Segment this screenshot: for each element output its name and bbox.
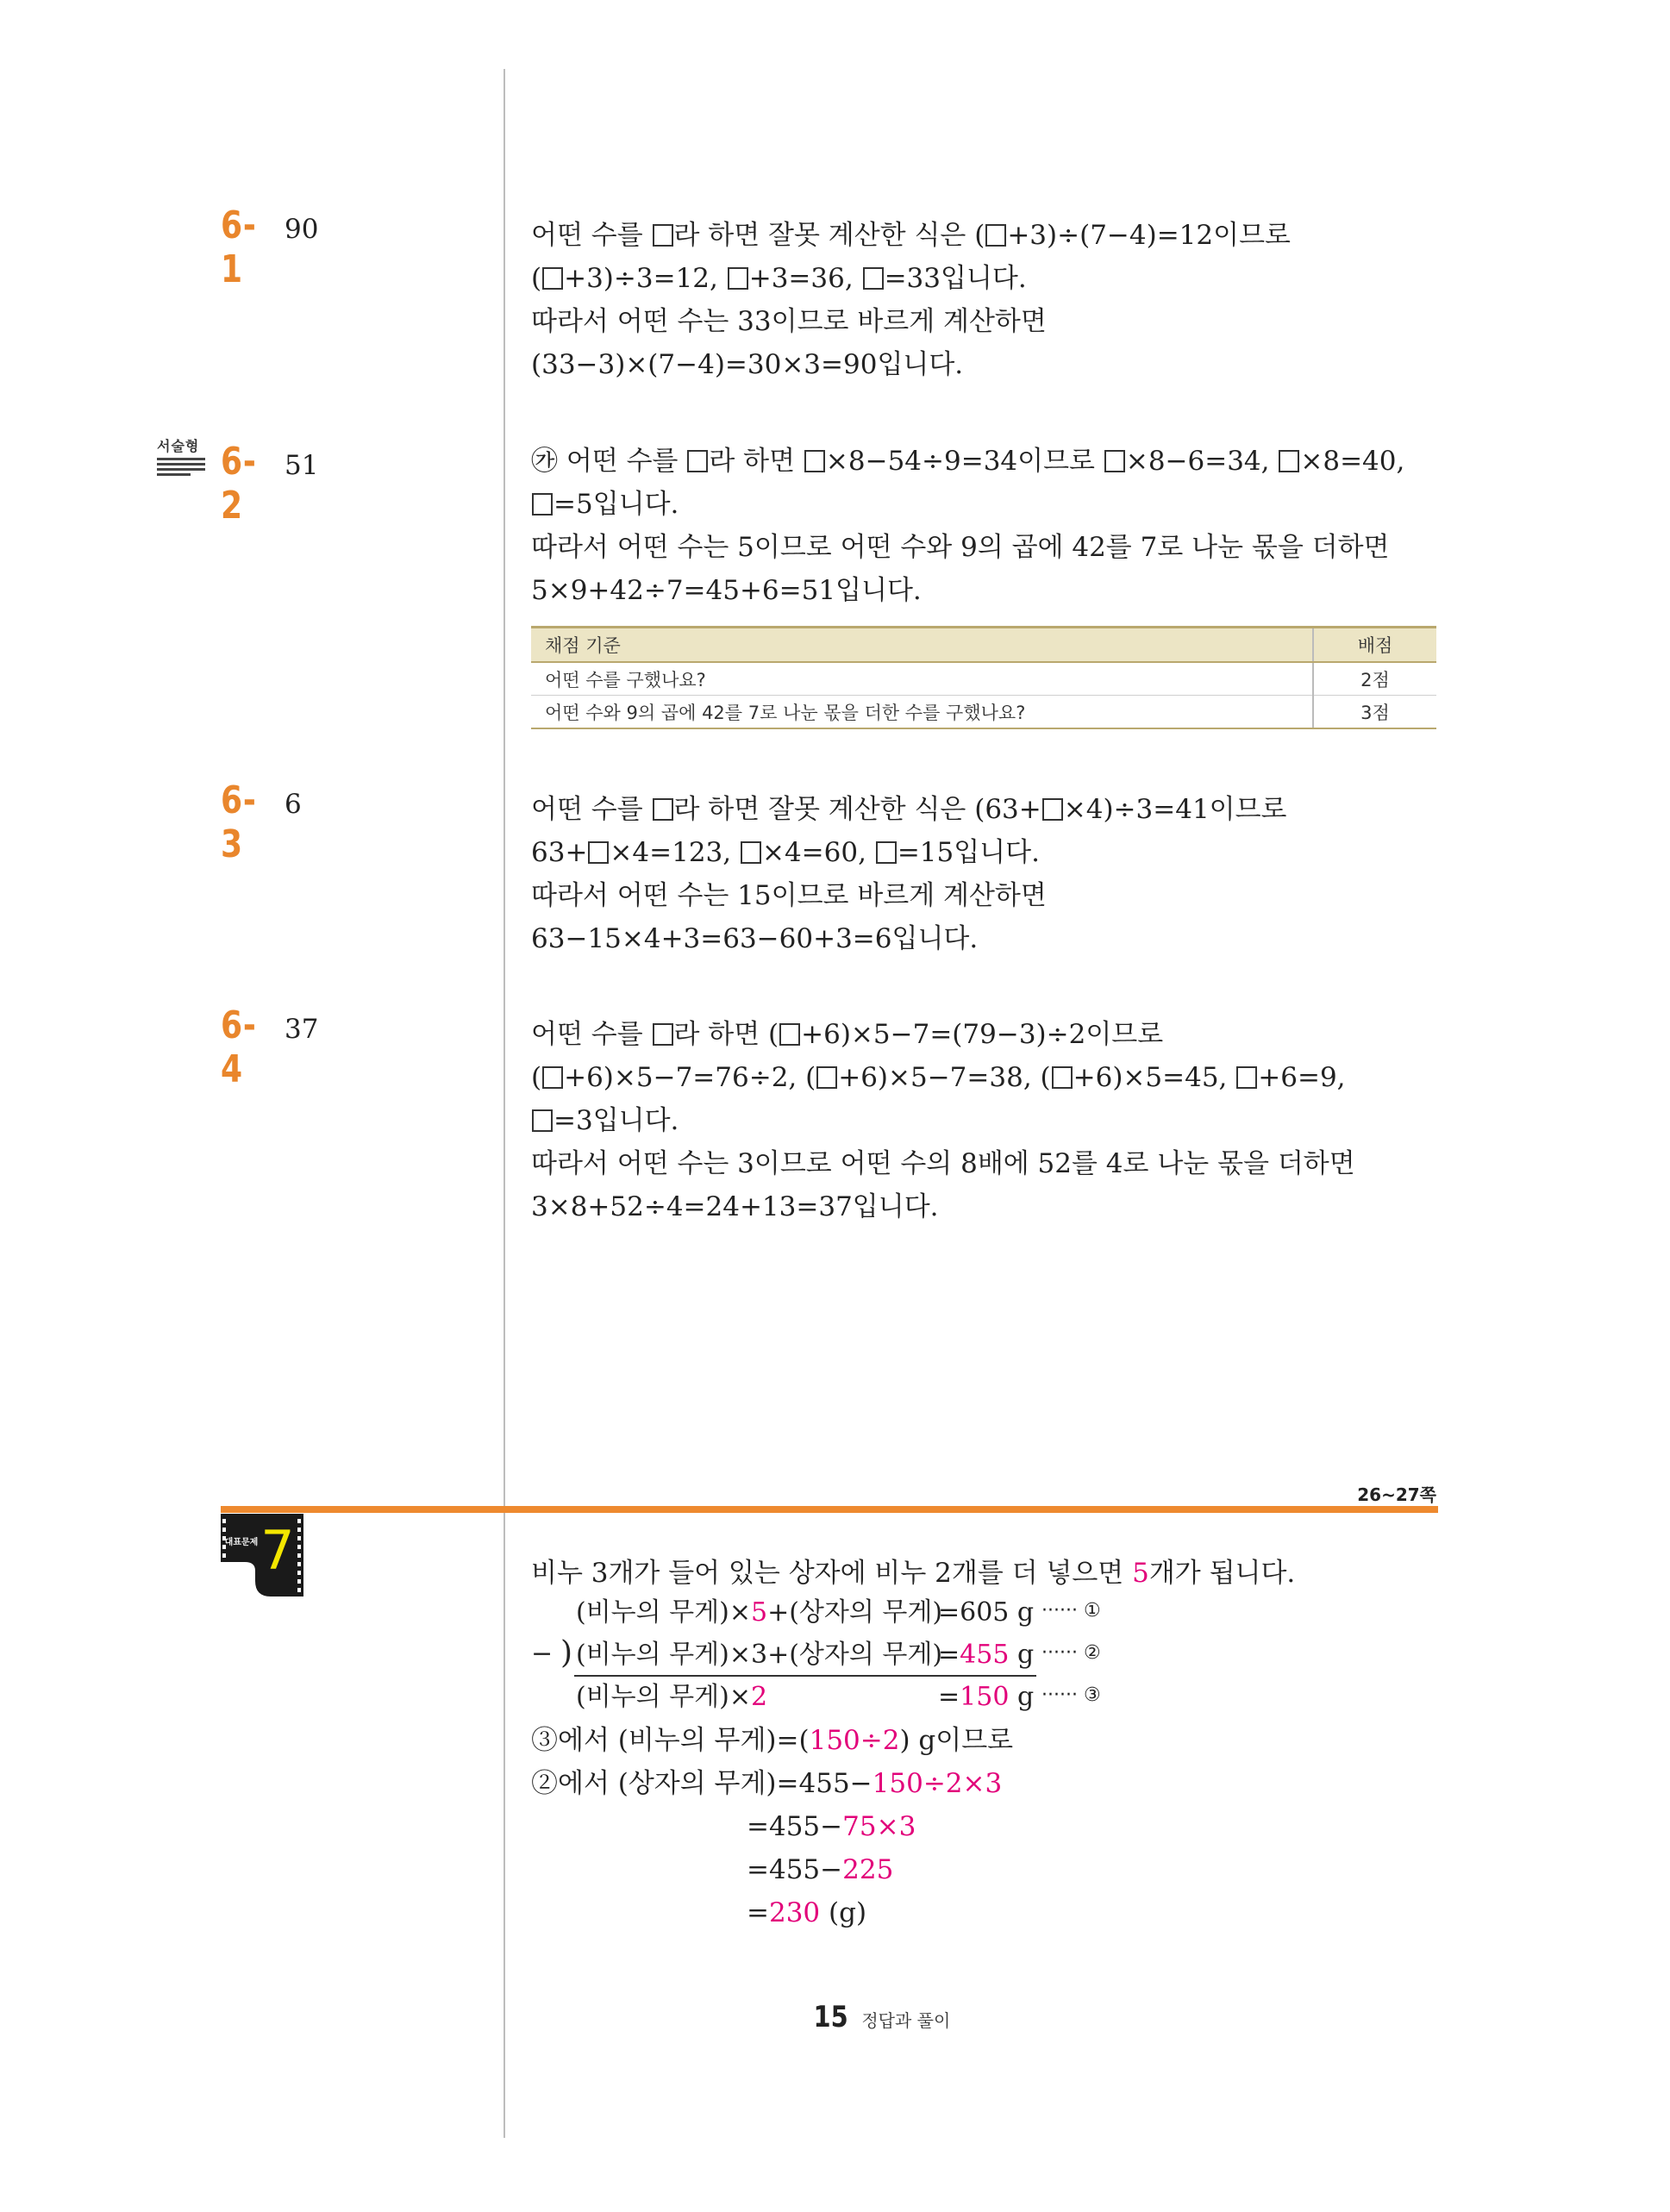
- points-cell: 3점: [1313, 696, 1436, 729]
- blank-box: [1279, 450, 1299, 472]
- answer: 51: [285, 450, 319, 481]
- problem-6-3-solution: [531, 788, 1445, 960]
- blank-box: [816, 1066, 837, 1089]
- problem-6-2-solution: [531, 440, 1445, 612]
- solution-line: (33−3)×(7−4)=30×3=90입니다.: [531, 349, 964, 380]
- blank-box: [1042, 798, 1063, 821]
- problem-number: 6-3: [221, 778, 257, 866]
- solution-line: 63+ ×4=123, ×4=60, =15입니다.: [531, 837, 1040, 868]
- problem-6-3-label: [221, 778, 302, 866]
- solution-line: =230 (g): [747, 1897, 867, 1928]
- badge-label: 대표문제: [224, 1538, 259, 1547]
- solution-line: 비누 3개가 들어 있는 상자에 비누 2개를 더 넣으면 5개가 됩니다.: [531, 1558, 1296, 1589]
- descriptive-badge-text: 서술형: [157, 438, 200, 454]
- equation-row: (비누의 무게)×2 =150 g ······ ③: [576, 1682, 1101, 1712]
- blank-box: [1052, 1066, 1073, 1089]
- answer: 90: [285, 214, 319, 245]
- solution-line: ( +3)÷3=12, +3=36, =33입니다.: [531, 263, 1027, 294]
- solution-line: 3×8+52÷4=24+13=37입니다.: [531, 1191, 939, 1222]
- criteria-cell: 어떤 수와 9의 곱에 42를 7로 나눈 몫을 더한 수를 구했나요?: [531, 696, 1313, 729]
- blank-box: [779, 1023, 800, 1046]
- problem-6-1-solution: [531, 214, 1445, 386]
- answer: 37: [285, 1014, 319, 1045]
- blank-box: [542, 267, 563, 290]
- footer-label: 정답과 풀이: [861, 2010, 951, 2031]
- blank-box: [1104, 450, 1125, 472]
- blank-box: [1236, 1066, 1257, 1089]
- blank-box: [728, 267, 748, 290]
- solution-line: 어떤 수를 라 하면 잘못 계산한 식은 ( +3)÷(7−4)=12이므로: [531, 220, 1291, 251]
- blank-box: [653, 224, 673, 247]
- equation-row: (비누의 무게)×3+(상자의 무게) =455 g ······ ②: [576, 1640, 1101, 1670]
- points-cell: 2점: [1313, 662, 1436, 696]
- bracket-icon: ): [560, 1635, 573, 1671]
- blank-box: [532, 493, 553, 516]
- scoring-table: [531, 626, 1436, 729]
- table-row: [531, 696, 1436, 729]
- solution-line: 어떤 수를 라 하면 ( +6)×5−7=(79−3)÷2이므로: [531, 1019, 1164, 1050]
- blank-box: [804, 450, 825, 472]
- minus-sign: −: [531, 1639, 554, 1669]
- lines-icon: [157, 458, 205, 476]
- solution-line: 5×9+42÷7=45+6=51입니다.: [531, 575, 922, 606]
- problem-6-4-label: [221, 1003, 318, 1091]
- equation-row: (비누의 무게)×5+(상자의 무게) =605 g ······ ①: [576, 1597, 1101, 1628]
- blank-box: [653, 1023, 673, 1046]
- blank-box: [876, 841, 897, 864]
- problem-7-intro: [531, 1552, 1445, 1595]
- subtraction-setup: [531, 1591, 1186, 1718]
- solution-line: 따라서 어떤 수는 5이므로 어떤 수와 9의 곱에 42를 7로 나눈 몫을 더하면: [531, 532, 1390, 563]
- table-row: [531, 662, 1436, 696]
- solution-line: =5입니다.: [531, 483, 1445, 526]
- points-header: 배점: [1313, 628, 1436, 663]
- solution-line: =455−225: [747, 1854, 894, 1885]
- blank-box: [653, 798, 673, 821]
- solution-line: =455−75×3: [747, 1811, 916, 1842]
- problem-6-1-label: [221, 203, 318, 291]
- blank-box: [532, 1109, 553, 1132]
- solution-line: 따라서 어떤 수는 3이므로 어떤 수의 8배에 52를 4로 나눈 몫을 더하면: [531, 1148, 1355, 1179]
- blank-box: [542, 1066, 563, 1089]
- page-footer: [810, 2000, 950, 2034]
- problem-number: 6-1: [221, 203, 257, 291]
- problem-6-4-solution: [531, 1013, 1445, 1228]
- section-divider: [221, 1506, 1438, 1513]
- column-divider: [504, 69, 505, 2138]
- representative-problem-badge: [221, 1514, 303, 1597]
- problem-6-2-label: [221, 440, 318, 528]
- subtraction-rule: [574, 1675, 1036, 1677]
- page-number: 15: [813, 2000, 848, 2034]
- problem-number: 6-2: [221, 440, 257, 528]
- solution-line: ②에서 (상자의 무게)=455−150÷2×3: [531, 1768, 1003, 1799]
- criteria-header: 채점 기준: [531, 628, 1313, 663]
- solution-line: 어떤 수를 라 하면 잘못 계산한 식은 (63+ ×4)÷3=41이므로: [531, 794, 1287, 825]
- blank-box: [985, 224, 1006, 247]
- page-range: 26~27쪽: [1357, 1484, 1436, 1505]
- blank-box: [863, 267, 884, 290]
- solution-line: =3입니다.: [531, 1099, 1445, 1142]
- solution-line: ③에서 (비누의 무게)=(150÷2) g이므로: [531, 1725, 1014, 1756]
- solution-line: ( +6)×5−7=76÷2, ( +6)×5−7=38, ( +6)×5=45, +6=9,: [531, 1062, 1346, 1093]
- solution-line: ㉮ 어떤 수를 라 하면 ×8−54÷9=34이므로 ×8−6=34, ×8=40,: [531, 446, 1405, 477]
- solution-line: 63−15×4+3=63−60+3=6입니다.: [531, 923, 979, 954]
- badge-number: 7: [260, 1519, 295, 1582]
- problem-7-calculation: [531, 1719, 1013, 1934]
- solution-line: 따라서 어떤 수는 33이므로 바르게 계산하면: [531, 306, 1047, 337]
- criteria-cell: 어떤 수를 구했나요?: [531, 662, 1313, 696]
- blank-box: [588, 841, 609, 864]
- problem-number: 6-4: [221, 1003, 257, 1091]
- blank-box: [687, 450, 708, 472]
- solution-line: 따라서 어떤 수는 15이므로 바르게 계산하면: [531, 880, 1047, 911]
- answer: 6: [285, 789, 302, 820]
- blank-box: [741, 841, 761, 864]
- scoring-table-header: [531, 628, 1436, 663]
- descriptive-badge: [157, 435, 205, 478]
